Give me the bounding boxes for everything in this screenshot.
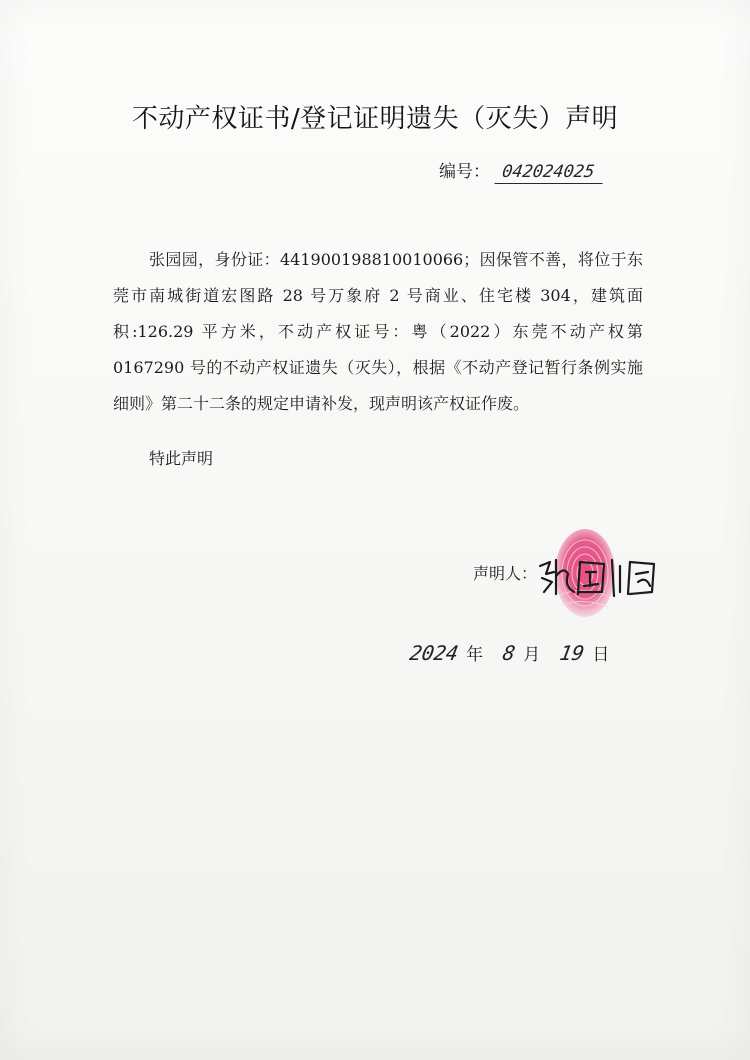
handwritten-signature-icon: [534, 552, 674, 602]
day-unit: 日: [592, 645, 610, 665]
declaration-body: 张园园，身份证：441900198810010066；因保管不善，将位于东莞市南城街道宏图路 28 号万象府 2 号商业、住宅楼 304，建筑面积:126.29 平方米，不动产权证号：粤（2022）东莞不动产权第 0167290 号的不动产权证遗失（灭失），根据《不动产登记暂行条例实施细则》第二十二条的规定申请补发，现声明该产权证作废。: [113, 250, 643, 413]
year-unit: 年: [466, 645, 484, 665]
closing-statement: 特此声明: [149, 449, 214, 468]
declaration-date: [407, 640, 629, 676]
declarant-label: 声明人：: [473, 564, 538, 583]
date-year: 2024: [407, 641, 461, 665]
month-unit: 月: [523, 645, 541, 665]
date-day: 19: [558, 641, 587, 665]
serial-label: 编号：: [439, 162, 490, 182]
document-title: 不动产权证书/登记证明遗失（灭失）声明: [131, 104, 619, 134]
serial-number-handwritten: 042024025: [494, 162, 605, 184]
date-month: 8: [501, 641, 518, 665]
serial-number-line: [439, 157, 604, 183]
